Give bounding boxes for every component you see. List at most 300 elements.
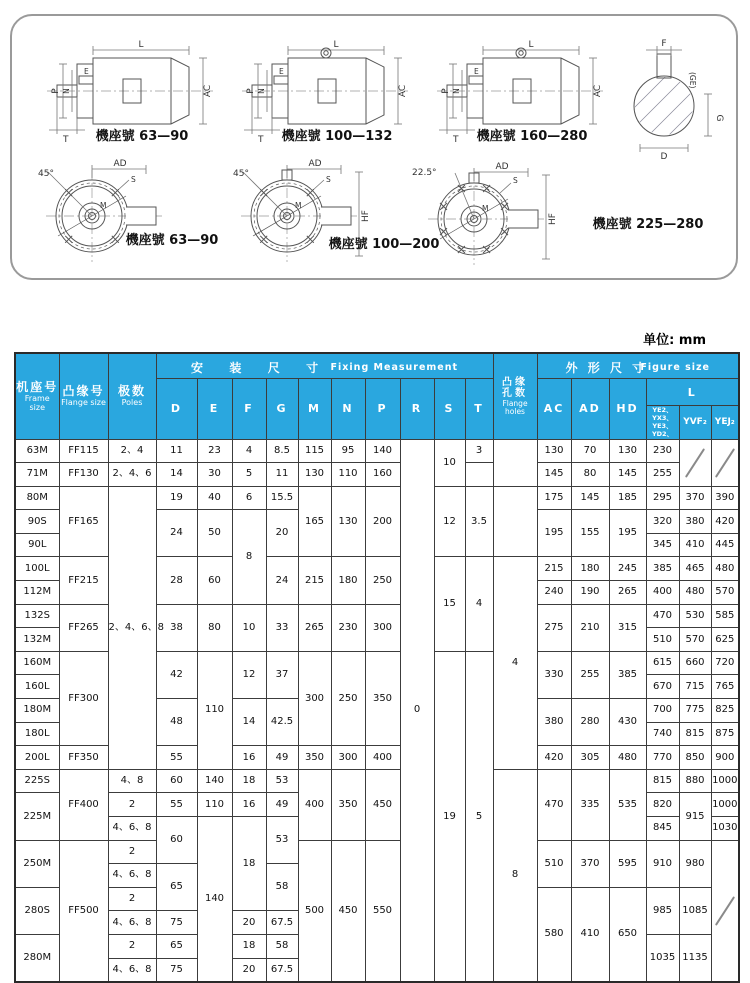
table-cell: 3 — [465, 439, 493, 463]
svg-text:AC: AC — [398, 84, 408, 98]
table-cell-slash — [711, 439, 739, 486]
svg-text:N: N — [257, 88, 266, 94]
col-header-P: P — [365, 379, 400, 440]
col-header-L: L — [646, 379, 739, 406]
table-cell: 335 — [571, 769, 609, 840]
table-cell: 615 — [646, 651, 679, 675]
col-header-N: N — [331, 379, 365, 440]
table-cell: 130 — [609, 439, 646, 463]
table-cell: 5 — [232, 463, 266, 487]
table-cell: 160M — [15, 651, 59, 675]
table-row — [15, 486, 739, 510]
table-cell: FF165 — [59, 486, 108, 557]
dim-label-P: P — [51, 88, 61, 94]
table-cell: 58 — [266, 934, 298, 958]
table-cell: 10 — [434, 439, 465, 486]
table-cell: 430 — [609, 699, 646, 746]
table-cell: 4 — [493, 557, 537, 769]
table-cell: 180L — [15, 722, 59, 746]
table-cell: 55 — [156, 746, 197, 770]
table-cell: 200L — [15, 746, 59, 770]
table-cell: 49 — [266, 793, 298, 817]
table-cell: 850 — [679, 746, 711, 770]
table-cell: 255 — [646, 463, 679, 487]
table-cell: 450 — [365, 769, 400, 840]
table-cell: 400 — [298, 769, 331, 840]
table-cell: 15.5 — [266, 486, 298, 510]
table-cell: 175 — [537, 486, 571, 510]
col-header-M: M — [298, 379, 331, 440]
table-cell: 16 — [232, 793, 266, 817]
caption-frame-160-280-side: 機座號 160—280 — [476, 129, 588, 144]
table-cell: 55 — [156, 793, 197, 817]
table-cell: FF300 — [59, 651, 108, 745]
col-header-D: D — [156, 379, 197, 440]
table-cell: 910 — [646, 840, 679, 887]
table-cell: 775 — [679, 699, 711, 723]
table-cell: 1000 — [711, 793, 739, 817]
table-cell: 300 — [298, 651, 331, 745]
svg-text:E: E — [279, 67, 284, 76]
col-header-L-YE2: YE2、YX3、 YE3、YD2、 — [646, 406, 679, 440]
table-cell: 380 — [679, 510, 711, 534]
table-cell: 50 — [197, 510, 232, 557]
table-cell: 715 — [679, 675, 711, 699]
table-cell: 480 — [609, 746, 646, 770]
dim-label-S: S — [131, 175, 136, 184]
table-cell: 145 — [537, 463, 571, 487]
table-cell: 370 — [571, 840, 609, 887]
table-cell: 33 — [266, 604, 298, 651]
table-cell: 410 — [571, 887, 609, 982]
table-cell: 8 — [232, 510, 266, 604]
table-cell: 815 — [646, 769, 679, 793]
table-cell: 2、4、6、8 — [108, 486, 156, 769]
table-cell: 155 — [571, 510, 609, 557]
table-cell: 880 — [679, 769, 711, 793]
table-cell: 112M — [15, 581, 59, 605]
table-cell: 420 — [537, 746, 571, 770]
table-cell: 80 — [197, 604, 232, 651]
table-cell: 300 — [331, 746, 365, 770]
table-cell: 770 — [646, 746, 679, 770]
dimension-table-body — [15, 439, 739, 982]
table-cell: 765 — [711, 675, 739, 699]
table-cell: 230 — [646, 439, 679, 463]
table-cell: 4、6、8 — [108, 958, 156, 982]
table-cell: 145 — [571, 486, 609, 510]
table-cell — [493, 439, 537, 486]
table-cell: 40 — [197, 486, 232, 510]
table-cell: 650 — [609, 887, 646, 982]
table-cell: 67.5 — [266, 958, 298, 982]
svg-text:L: L — [528, 40, 534, 50]
svg-text:S: S — [513, 176, 518, 185]
col-header-poles: 极数 Poles — [108, 353, 156, 439]
table-cell: 19 — [434, 651, 465, 982]
table-cell: 165 — [298, 486, 331, 557]
table-cell: 530 — [679, 604, 711, 628]
table-cell: 470 — [646, 604, 679, 628]
table-cell: 510 — [537, 840, 571, 887]
table-cell: 11 — [266, 463, 298, 487]
table-cell: 2 — [108, 793, 156, 817]
table-cell: 140 — [365, 439, 400, 463]
table-cell: 63M — [15, 439, 59, 463]
table-cell: 14 — [156, 463, 197, 487]
col-header-S: S — [434, 379, 465, 440]
table-cell: 390 — [711, 486, 739, 510]
table-cell: 275 — [537, 604, 571, 651]
table-cell: 915 — [679, 793, 711, 840]
table-cell: 300 — [365, 604, 400, 651]
table-cell: 100L — [15, 557, 59, 581]
table-cell: 400 — [646, 581, 679, 605]
caption-frame-63-90-side: 機座號 63—90 — [95, 129, 189, 144]
table-cell: FF400 — [59, 769, 108, 840]
table-cell: 470 — [537, 769, 571, 840]
drawings-panel — [10, 14, 738, 280]
table-cell: 385 — [609, 651, 646, 698]
table-cell: 535 — [609, 769, 646, 840]
table-cell: 4 — [465, 557, 493, 651]
table-cell: 320 — [646, 510, 679, 534]
table-cell: 625 — [711, 628, 739, 652]
table-cell: 480 — [679, 581, 711, 605]
dim-label-N: N — [62, 88, 71, 94]
table-cell: 245 — [609, 557, 646, 581]
table-cell: 660 — [679, 651, 711, 675]
table-cell: 49 — [266, 746, 298, 770]
group-header-fixing-measurement: 安装尺寸Fixing Measurement — [156, 353, 493, 379]
table-cell: 65 — [156, 864, 197, 911]
table-cell: 305 — [571, 746, 609, 770]
unit-label: 单位: mm — [643, 333, 706, 348]
table-cell: 1035 — [646, 934, 679, 982]
svg-text:N: N — [452, 88, 461, 94]
table-cell: 815 — [679, 722, 711, 746]
table-cell: 370 — [679, 486, 711, 510]
table-cell: 80 — [571, 463, 609, 487]
table-cell: 37 — [266, 651, 298, 698]
table-cell: 585 — [711, 604, 739, 628]
table-cell: 2、4 — [108, 439, 156, 463]
table-cell: 985 — [646, 887, 679, 934]
svg-text:M: M — [295, 201, 302, 210]
table-cell: 140 — [197, 769, 232, 793]
table-cell: 24 — [266, 557, 298, 604]
table-cell: 4、6、8 — [108, 817, 156, 841]
svg-text:AD: AD — [495, 162, 509, 172]
col-header-R: R — [400, 379, 434, 440]
table-cell: 980 — [679, 840, 711, 887]
table-cell: 465 — [679, 557, 711, 581]
table-cell: 4、6、8 — [108, 864, 156, 888]
table-cell: 1135 — [679, 934, 711, 982]
caption-frame-100-132-side: 機座號 100—132 — [281, 129, 393, 144]
table-cell: FF500 — [59, 840, 108, 982]
dim-label-G: G — [714, 114, 724, 122]
table-cell: 215 — [537, 557, 571, 581]
table-cell: 180 — [331, 557, 365, 604]
table-cell: 4 — [232, 439, 266, 463]
table-cell: 2 — [108, 840, 156, 864]
table-cell: 2、4、6 — [108, 463, 156, 487]
table-cell: 1030 — [711, 817, 739, 841]
table-cell: 740 — [646, 722, 679, 746]
svg-text:45°: 45° — [233, 169, 249, 179]
table-cell: 400 — [365, 746, 400, 770]
table-cell: 20 — [232, 958, 266, 982]
table-cell: 130 — [537, 439, 571, 463]
table-cell: 875 — [711, 722, 739, 746]
table-cell: 24 — [156, 510, 197, 557]
table-cell: 3.5 — [465, 486, 493, 557]
table-cell: 330 — [537, 651, 571, 698]
table-cell: 60 — [156, 817, 197, 864]
dim-label-L: L — [138, 40, 144, 50]
table-cell: 445 — [711, 533, 739, 557]
table-cell: 130 — [298, 463, 331, 487]
table-row — [15, 840, 739, 864]
dim-label-GE: (GE) — [688, 72, 697, 89]
table-cell: 900 — [711, 746, 739, 770]
table-cell-slash — [679, 439, 711, 486]
svg-text:T: T — [453, 135, 459, 145]
table-row — [15, 439, 739, 463]
table-cell: 700 — [646, 699, 679, 723]
table-cell: 825 — [711, 699, 739, 723]
dim-label-AD: AD — [113, 159, 127, 169]
table-cell: 5 — [465, 651, 493, 982]
table-cell: 67.5 — [266, 911, 298, 935]
col-header-T: T — [465, 379, 493, 440]
table-cell: 53 — [266, 769, 298, 793]
col-header-AD: AD — [571, 379, 609, 440]
table-cell: FF115 — [59, 439, 108, 463]
table-cell: 75 — [156, 911, 197, 935]
table-cell: FF350 — [59, 746, 108, 770]
table-cell: 58 — [266, 864, 298, 911]
table-row — [15, 769, 739, 793]
table-cell: 65 — [156, 934, 197, 958]
table-cell: FF215 — [59, 557, 108, 604]
table-cell: 16 — [232, 746, 266, 770]
dim-label-E: E — [84, 67, 89, 76]
table-cell: 160 — [365, 463, 400, 487]
table-cell: 225M — [15, 793, 59, 840]
svg-text:S: S — [326, 175, 331, 184]
table-cell: 580 — [537, 887, 571, 982]
table-cell: 230 — [331, 604, 365, 651]
svg-text:M: M — [482, 204, 489, 213]
table-cell: 42.5 — [266, 699, 298, 746]
table-cell: 48 — [156, 699, 197, 746]
table-cell: 250 — [331, 651, 365, 745]
table-cell: 265 — [298, 604, 331, 651]
table-cell: 110 — [197, 793, 232, 817]
table-cell: 215 — [298, 557, 331, 604]
table-cell: 350 — [298, 746, 331, 770]
caption-frame-63-90-flange: 機座號 63—90 — [125, 233, 219, 248]
table-cell: 132M — [15, 628, 59, 652]
table-cell: 410 — [679, 533, 711, 557]
table-cell: 18 — [232, 934, 266, 958]
table-cell: 670 — [646, 675, 679, 699]
svg-text:HF: HF — [548, 213, 558, 225]
table-cell: 0 — [400, 439, 434, 982]
table-cell: 255 — [571, 651, 609, 698]
table-row — [15, 463, 739, 487]
dim-label-AC: AC — [203, 84, 213, 98]
table-cell: 350 — [331, 769, 365, 840]
table-cell: 250 — [365, 557, 400, 604]
table-cell: 250M — [15, 840, 59, 887]
table-cell-slash — [711, 840, 739, 982]
table-cell: 500 — [298, 840, 331, 982]
table-cell: 820 — [646, 793, 679, 817]
table-cell: 18 — [232, 769, 266, 793]
table-cell: 4、6、8 — [108, 911, 156, 935]
table-cell: 60 — [197, 557, 232, 604]
dim-label-M: M — [100, 201, 107, 210]
dim-label-225: 22.5° — [412, 168, 437, 178]
table-cell: 18 — [232, 817, 266, 911]
table-cell: 23 — [197, 439, 232, 463]
table-cell: 195 — [537, 510, 571, 557]
table-cell: 345 — [646, 533, 679, 557]
table-cell: 190 — [571, 581, 609, 605]
table-cell: 71M — [15, 463, 59, 487]
table-cell: 10 — [232, 604, 266, 651]
table-cell: 1000 — [711, 769, 739, 793]
table-cell: 2 — [108, 887, 156, 911]
table-cell: 42 — [156, 651, 197, 698]
table-cell: 95 — [331, 439, 365, 463]
table-cell: 240 — [537, 581, 571, 605]
table-cell: 132S — [15, 604, 59, 628]
table-cell: 200 — [365, 486, 400, 557]
dim-label-HF: HF — [361, 210, 371, 222]
table-cell: 350 — [365, 651, 400, 745]
table-cell: 210 — [571, 604, 609, 651]
table-cell: 280 — [571, 699, 609, 746]
shaft-section-view — [620, 39, 724, 162]
table-cell: 280M — [15, 934, 59, 982]
col-header-frame-size: 机座号 Frame size — [15, 353, 59, 439]
table-cell — [493, 486, 537, 557]
svg-text:L: L — [333, 40, 339, 50]
table-cell: 90L — [15, 533, 59, 557]
col-header-flange-holes: 凸缘 孔数 Flange holes — [493, 353, 537, 439]
table-cell: 140 — [197, 817, 232, 983]
col-header-L-YEJ2: YEJ₂ — [711, 406, 739, 440]
table-cell: 185 — [609, 486, 646, 510]
table-cell: 28 — [156, 557, 197, 604]
col-header-HD: HD — [609, 379, 646, 440]
table-cell: 595 — [609, 840, 646, 887]
table-cell: 8 — [493, 769, 537, 982]
table-cell: 145 — [609, 463, 646, 487]
col-header-AC: AC — [537, 379, 571, 440]
table-cell: 115 — [298, 439, 331, 463]
table-cell — [465, 463, 493, 487]
caption-frame-225-280-flange: 機座號 225—280 — [592, 217, 704, 232]
col-header-E: E — [197, 379, 232, 440]
table-cell: 110 — [197, 651, 232, 769]
table-cell: 6 — [232, 486, 266, 510]
table-cell: 38 — [156, 604, 197, 651]
table-cell: 75 — [156, 958, 197, 982]
table-cell: 53 — [266, 817, 298, 864]
col-header-F: F — [232, 379, 266, 440]
table-cell: 280S — [15, 887, 59, 934]
svg-text:AD: AD — [308, 159, 322, 169]
table-cell: 60 — [156, 769, 197, 793]
table-cell: 225S — [15, 769, 59, 793]
table-cell: 510 — [646, 628, 679, 652]
table-cell: 70 — [571, 439, 609, 463]
table-cell: 720 — [711, 651, 739, 675]
table-cell: 20 — [232, 911, 266, 935]
dim-label-T: T — [63, 135, 69, 145]
table-cell: FF130 — [59, 463, 108, 487]
table-cell: 385 — [646, 557, 679, 581]
table-cell: 195 — [609, 510, 646, 557]
table-cell: FF265 — [59, 604, 108, 651]
table-cell: 180 — [571, 557, 609, 581]
dim-label-D: D — [660, 152, 668, 162]
table-cell: 2 — [108, 934, 156, 958]
table-cell: 570 — [711, 581, 739, 605]
table-cell: 20 — [266, 510, 298, 557]
col-header-flange-size: 凸缘号 Flange size — [59, 353, 108, 439]
table-cell: 11 — [156, 439, 197, 463]
table-cell: 295 — [646, 486, 679, 510]
svg-text:T: T — [258, 135, 264, 145]
dim-label-F: F — [661, 39, 667, 49]
table-cell: 14 — [232, 699, 266, 746]
dim-label-45: 45° — [38, 169, 54, 179]
table-cell: 160L — [15, 675, 59, 699]
table-cell: 420 — [711, 510, 739, 534]
table-cell: 380 — [537, 699, 571, 746]
table-cell: 480 — [711, 557, 739, 581]
table-cell: 19 — [156, 486, 197, 510]
table-cell: 90S — [15, 510, 59, 534]
table-cell: 550 — [365, 840, 400, 982]
caption-frame-100-200-flange: 機座號 100—200 — [328, 237, 440, 252]
table-cell: 4、8 — [108, 769, 156, 793]
table-cell: 110 — [331, 463, 365, 487]
table-cell: 450 — [331, 840, 365, 982]
table-cell: 12 — [232, 651, 266, 698]
table-cell: 15 — [434, 557, 465, 651]
table-cell: 8.5 — [266, 439, 298, 463]
svg-text:AC: AC — [593, 84, 603, 98]
table-header — [15, 353, 739, 439]
table-cell: 12 — [434, 486, 465, 557]
table-cell: 845 — [646, 817, 679, 841]
col-header-L-YVF2: YVF₂ — [679, 406, 711, 440]
table-cell: 315 — [609, 604, 646, 651]
technical-drawings — [12, 16, 736, 276]
table-cell: 80M — [15, 486, 59, 510]
group-header-figure-size: 外形尺寸Figure size — [537, 353, 739, 379]
svg-text:P: P — [441, 88, 451, 94]
col-header-G: G — [266, 379, 298, 440]
dimension-table — [14, 352, 740, 983]
